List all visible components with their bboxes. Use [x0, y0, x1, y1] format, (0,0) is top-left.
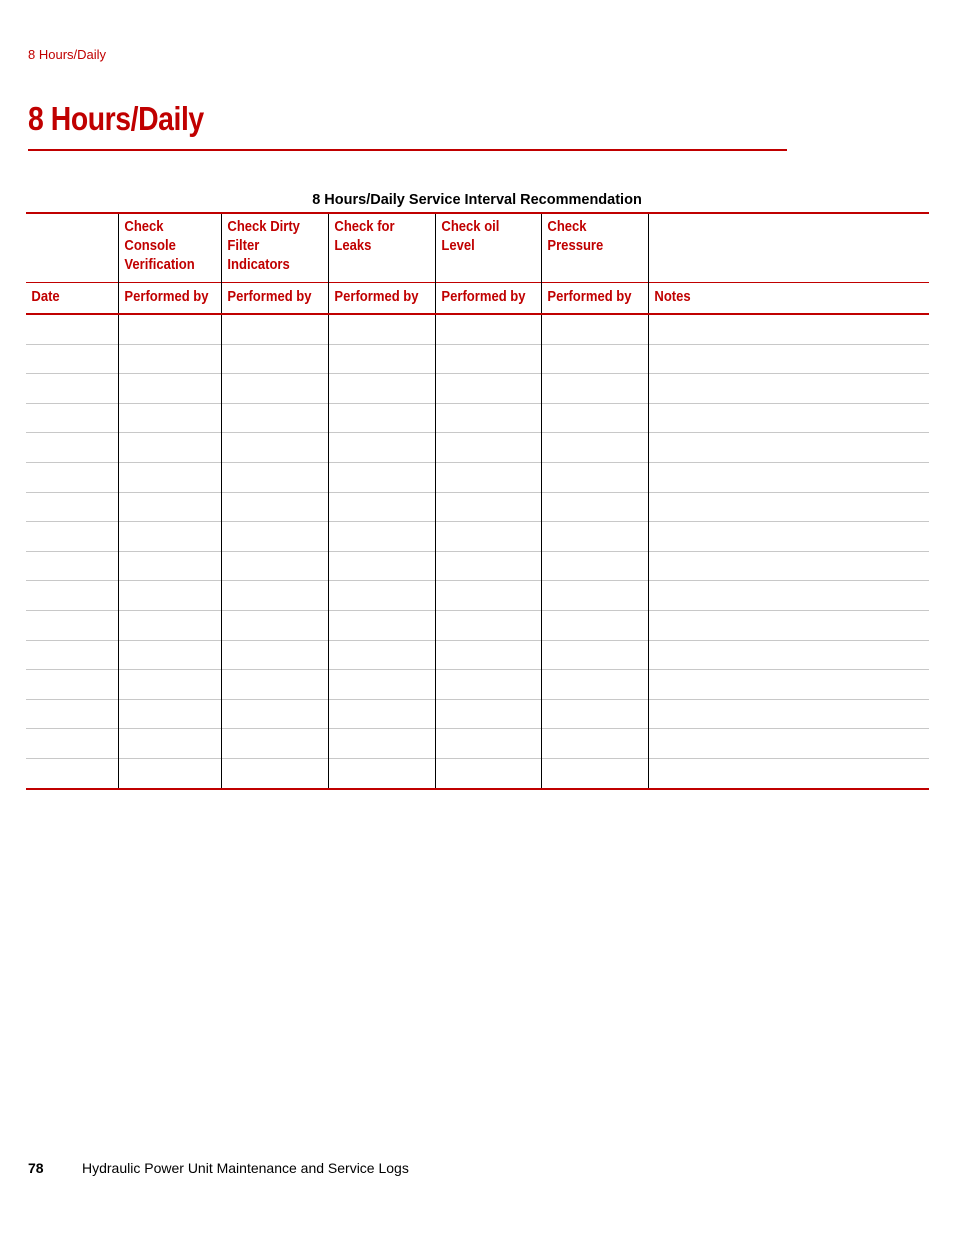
column-label-cell: [328, 283, 435, 315]
column-label-performed-by: Performed by: [333, 289, 419, 305]
log-entry-cell: [118, 670, 221, 700]
column-label-date: Date: [31, 289, 60, 305]
column-label-performed-by: Performed by: [546, 289, 632, 305]
log-entry-cell: [541, 640, 648, 670]
task-header-row: [26, 213, 929, 283]
task-header-cell-oil: [435, 213, 541, 283]
log-entry-cell: [541, 403, 648, 433]
log-entry-row: [26, 699, 929, 729]
log-entry-cell: [648, 492, 929, 522]
log-entry-cell: [328, 344, 435, 374]
log-entry-cell: [435, 610, 541, 640]
log-entry-cell: [26, 670, 118, 700]
log-entry-cell: [328, 729, 435, 759]
log-entry-row: [26, 670, 929, 700]
log-entry-cell: [221, 758, 328, 788]
log-entry-cell: [221, 610, 328, 640]
log-entry-cell: [221, 522, 328, 552]
log-entry-cell: [328, 640, 435, 670]
log-entry-cell: [221, 670, 328, 700]
log-entry-cell: [118, 699, 221, 729]
service-log-table: [26, 212, 929, 790]
log-entry-cell: [328, 610, 435, 640]
log-entry-cell: [435, 462, 541, 492]
log-entry-cell: [648, 610, 929, 640]
log-entry-cell: [26, 581, 118, 611]
log-entry-cell: [435, 551, 541, 581]
log-entry-row: [26, 344, 929, 374]
log-entry-cell: [648, 314, 929, 344]
log-entry-cell: [221, 729, 328, 759]
task-header-oil-level: Check oil Level: [440, 219, 499, 254]
task-header-date: [26, 214, 108, 218]
log-entry-cell: [541, 433, 648, 463]
task-header-cell-console: [118, 213, 221, 283]
log-entry-cell: [26, 729, 118, 759]
log-entry-cell: [648, 344, 929, 374]
title-rule: [28, 149, 787, 151]
log-entry-cell: [435, 314, 541, 344]
log-entry-cell: [648, 551, 929, 581]
log-entry-cell: [541, 699, 648, 729]
log-entry-cell: [541, 551, 648, 581]
log-entry-cell: [26, 699, 118, 729]
log-entry-cell: [26, 344, 118, 374]
task-header-cell-leaks: [328, 213, 435, 283]
column-label-cell: [221, 283, 328, 315]
log-entry-cell: [118, 610, 221, 640]
task-header-cell-pressure: [541, 213, 648, 283]
log-entry-cell: [648, 729, 929, 759]
log-entry-row: [26, 492, 929, 522]
page-number: 78: [28, 1160, 44, 1176]
log-entry-cell: [26, 403, 118, 433]
log-entry-cell: [541, 581, 648, 611]
log-entry-cell: [328, 581, 435, 611]
log-entry-cell: [118, 522, 221, 552]
log-entry-cell: [26, 758, 118, 788]
column-label-performed-by: Performed by: [123, 289, 209, 305]
log-entry-cell: [648, 670, 929, 700]
log-entry-cell: [118, 314, 221, 344]
log-entry-row: [26, 374, 929, 404]
log-entry-cell: [541, 670, 648, 700]
log-entry-cell: [648, 640, 929, 670]
log-entry-cell: [118, 492, 221, 522]
task-header-leaks: Check for Leaks: [333, 219, 395, 254]
task-header-console-verification: Check Console Verification: [123, 219, 195, 273]
page-title: 8 Hours/Daily: [28, 100, 204, 137]
log-entry-cell: [648, 433, 929, 463]
log-entry-cell: [435, 581, 541, 611]
log-entry-cell: [118, 374, 221, 404]
log-entry-cell: [435, 344, 541, 374]
running-head: 8 Hours/Daily: [28, 47, 107, 62]
log-entry-cell: [435, 758, 541, 788]
log-entry-cell: [435, 670, 541, 700]
log-entry-cell: [328, 699, 435, 729]
log-entry-cell: [328, 492, 435, 522]
log-entry-cell: [541, 522, 648, 552]
log-entry-cell: [118, 729, 221, 759]
column-label-cell: [648, 283, 929, 315]
log-entry-cell: [435, 729, 541, 759]
log-entry-cell: [541, 314, 648, 344]
log-entry-cell: [328, 758, 435, 788]
log-entry-cell: [221, 314, 328, 344]
log-entry-cell: [118, 758, 221, 788]
log-entry-cell: [221, 640, 328, 670]
task-header-cell-notes: [648, 213, 929, 283]
log-entry-cell: [435, 403, 541, 433]
log-entry-cell: [26, 374, 118, 404]
log-entry-cell: [435, 522, 541, 552]
log-entry-cell: [541, 729, 648, 759]
log-entry-cell: [26, 462, 118, 492]
log-entry-cell: [435, 699, 541, 729]
log-entry-cell: [328, 374, 435, 404]
log-entry-cell: [648, 522, 929, 552]
column-label-cell: [541, 283, 648, 315]
column-label-performed-by: Performed by: [226, 289, 312, 305]
log-entry-row: [26, 403, 929, 433]
log-entry-cell: [26, 314, 118, 344]
column-label-row: [26, 283, 929, 315]
column-label-cell: [435, 283, 541, 315]
log-entry-cell: [328, 314, 435, 344]
log-entry-cell: [648, 374, 929, 404]
log-entry-cell: [541, 374, 648, 404]
log-entry-cell: [435, 374, 541, 404]
log-entry-cell: [118, 581, 221, 611]
log-entry-cell: [26, 640, 118, 670]
task-header-cell-date: [26, 213, 118, 283]
log-entry-cell: [221, 433, 328, 463]
log-entry-cell: [26, 551, 118, 581]
log-entry-row: [26, 758, 929, 788]
column-label-performed-by: Performed by: [440, 289, 526, 305]
log-entry-cell: [328, 462, 435, 492]
log-entry-cell: [221, 699, 328, 729]
document-title: Hydraulic Power Unit Maintenance and Service Logs: [82, 1160, 409, 1176]
service-log-body: [26, 213, 929, 789]
log-entry-cell: [328, 551, 435, 581]
column-label-cell: [26, 283, 118, 315]
log-entry-cell: [648, 403, 929, 433]
log-entry-row: [26, 729, 929, 759]
log-entry-cell: [221, 344, 328, 374]
column-label-notes: Notes: [653, 289, 691, 305]
table-caption: 8 Hours/Daily Service Interval Recommendation: [312, 192, 642, 208]
log-entry-cell: [328, 522, 435, 552]
log-entry-row: [26, 551, 929, 581]
task-header-notes: [649, 214, 901, 218]
log-entry-cell: [26, 610, 118, 640]
log-entry-cell: [328, 670, 435, 700]
log-entry-cell: [648, 581, 929, 611]
log-entry-cell: [541, 610, 648, 640]
log-entry-cell: [648, 462, 929, 492]
log-entry-cell: [435, 433, 541, 463]
log-entry-cell: [541, 462, 648, 492]
log-entry-row: [26, 640, 929, 670]
log-entry-cell: [26, 433, 118, 463]
log-entry-cell: [435, 640, 541, 670]
log-entry-cell: [221, 492, 328, 522]
log-entry-cell: [221, 403, 328, 433]
log-entry-row: [26, 581, 929, 611]
log-entry-cell: [541, 344, 648, 374]
log-entry-cell: [648, 758, 929, 788]
task-header-cell-filter: [221, 213, 328, 283]
log-entry-row: [26, 462, 929, 492]
log-entry-cell: [118, 640, 221, 670]
task-header-filter-indicators: Check Dirty Filter Indicators: [226, 219, 300, 273]
log-entry-cell: [435, 492, 541, 522]
log-entry-cell: [118, 433, 221, 463]
log-entry-cell: [118, 344, 221, 374]
log-entry-cell: [221, 581, 328, 611]
log-entry-row: [26, 433, 929, 463]
log-entry-cell: [648, 699, 929, 729]
task-header-pressure: Check Pressure: [546, 219, 603, 254]
log-entry-cell: [221, 551, 328, 581]
log-entry-row: [26, 610, 929, 640]
log-entry-row: [26, 314, 929, 344]
log-entry-cell: [118, 462, 221, 492]
log-entry-cell: [221, 462, 328, 492]
log-entry-cell: [541, 758, 648, 788]
column-label-cell: [118, 283, 221, 315]
log-entry-cell: [541, 492, 648, 522]
log-entry-cell: [26, 492, 118, 522]
log-entry-cell: [26, 522, 118, 552]
log-entry-cell: [118, 551, 221, 581]
log-entry-cell: [118, 403, 221, 433]
log-entry-cell: [221, 374, 328, 404]
log-entry-cell: [328, 403, 435, 433]
log-entry-row: [26, 522, 929, 552]
log-entry-cell: [328, 433, 435, 463]
